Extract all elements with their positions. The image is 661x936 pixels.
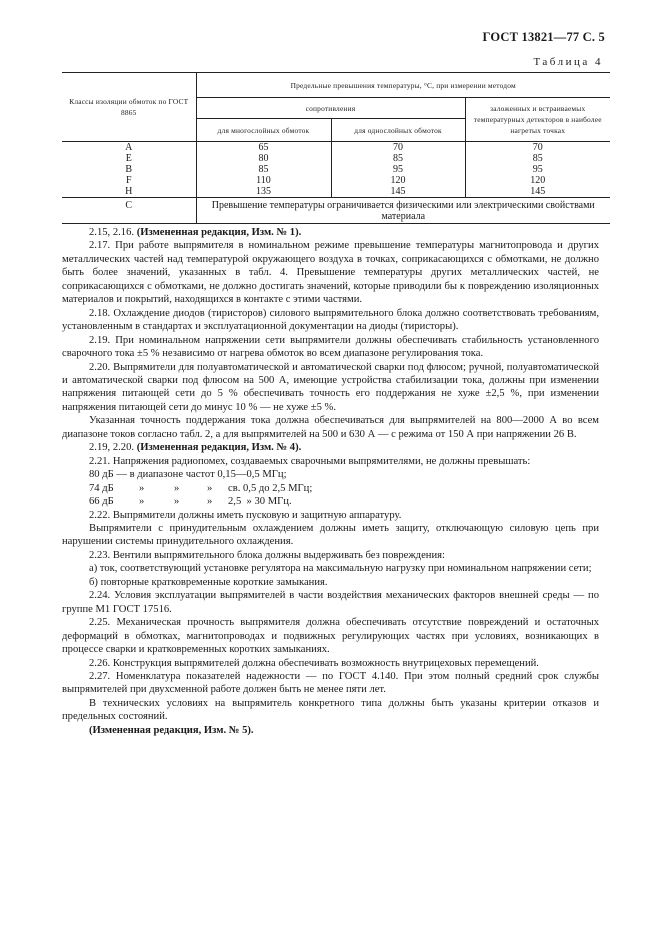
paragraph-2-23: 2.23. Вентили выпрямительного блока должны выдерживать без повреждения: [89,549,445,561]
table-row: C Превышение температуры ограничивается физическими или электрическими свойствами материала [62,198,610,224]
limit-line-1: 80 дБ — в диапазоне частот 0,15—0,5 МГц; [89,469,287,481]
page-header: ГОСТ 13821—77 С. 5 [482,30,605,44]
document-body [62,226,599,737]
paragraph-2-19: 2.19. При номинальном напряжении сети выпрямители должны обеспечивать стабильность установленного сварочного тока ±5 % независимо от нагрева обмоток во всем диапазоне регулирования тока. [62,334,599,360]
table-caption: Таблица 4 [533,56,603,68]
paragraph-2-17: 2.17. При работе выпрямителя в номинальном режиме превышение температуры магнитопровода и других металлических частей над температурой окружающего воздуха в точках, соприкасающихся с обмотками, не должно быть более значений, указанных в табл. 4. Превышение температуры других металлических частей, не соприкасающихся с обмотками, не должно достигать значений, которые приводили бы к повреждению изоляционных материалов и покрытий, находящихся в контакте с этими частями. [62,240,599,306]
paragraph-2-20: 2.20. Выпрямители для полуавтоматической и автоматической сварки под флюсом; ручной, полуавтоматической и автоматической сварки под флюсом на 500 А, имеющие устройства стабилизации тока, должны при изменении напряжения питающей сети до 5 % обеспечивать точность его поддержания не хуже ±2,5 %, при изменении напряжения питающей сети до минус 10 % — не хуже ±5 %. [62,361,599,413]
paragraph-2-19-edit: 2.19, 2.20. (Измененная редакция, Изм. № 4). [89,442,302,454]
paragraph-2-24: 2.24. Условия эксплуатации выпрямителей в части воздействия механических факторов внешней среды — по группе М1 ГОСТ 17516. [62,590,599,615]
paragraph-2-23-b: б) повторные кратковременные короткие замыкания. [89,576,328,588]
header-detectors: заложенных и встраиваемых температурных детекторов в наиболее нагретых точках [465,98,610,142]
paragraph-2-26: 2.26. Конструкция выпрямителей должна обеспечивать возможность внутрицеховых перемещений. [89,657,539,669]
limit-line-3: 66 дБ » » » 2,5 » 30 МГц. [89,496,292,508]
header-multilayer: для многослойных обмоток [196,119,331,142]
table-row: E 80 85 85 [62,153,610,164]
paragraph-2-27-criteria: В технических условиях на выпрямитель конкретного типа должны быть указаны критерии отказов и предельных состояний. [62,697,599,723]
paragraph-2-25: 2.25. Механическая прочность выпрямителя должна обеспечивать отсутствие повреждений и остаточных деформаций в обмотках, магнитопроводах и подвижных регулирующих частях при условиях, возникающих в процессе сварки и кратковременных коротких замыканиях. [62,617,599,656]
paragraph-edit-5: (Измененная редакция, Изм. № 5). [89,724,254,736]
paragraph-2-23-a: а) ток, соответствующий установке регулятора на максимальную нагрузку при номинальном напряжении сети; [89,563,592,575]
paragraph-2-18: 2.18. Охлаждение диодов (тиристоров) силового выпрямительного блока должно соответствовать требованиям, установленным в стандартах и эксплуатационной документации на диоды (тиристоры). [62,307,599,333]
paragraph-2-15: 2.15, 2.16. (Измененная редакция, Изм. № 1). [89,227,302,238]
header-class: Классы изоляции обмоток по ГОСТ 8865 [62,73,196,142]
table-row: F 110 120 120 [62,175,610,186]
header-limit: Предельные превышения температуры, °С, при измерении методом [196,73,610,98]
limit-line-2: 74 дБ » » » св. 0,5 до 2,5 МГц; [89,482,313,494]
paragraph-2-22-cooling: Выпрямители с принудительным охлаждением должны иметь защиту, отключающую силовую цепь при нарушении системы принудительного охлаждения. [62,522,599,548]
table-row: A 65 70 70 [62,142,610,154]
header-singlelayer: для однослойных обмоток [331,119,465,142]
paragraph-2-20-note: Указанная точность поддержания тока должна обеспечиваться для выпрямителей на 800—2000 А во всем диапазоне токов согласно табл. 2, а для выпрямителей на 500 и 630 А — с режима от 150 А при напряжении 26 В. [62,415,599,440]
table-row: B 85 95 95 [62,164,610,175]
table-row: H 135 145 145 [62,186,610,198]
temperature-table [62,72,610,224]
header-resistance: сопротивления [196,98,465,119]
paragraph-2-21: 2.21. Напряжения радиопомех, создаваемых сварочными выпрямителями, не должны превышать: [89,455,531,467]
paragraph-2-27: 2.27. Номенклатура показателей надежности — по ГОСТ 4.140. При этом полный средний срок службы выпрямителей при двухсменной работе должен быть не менее пяти лет. [62,670,599,696]
paragraph-2-22: 2.22. Выпрямители должны иметь пусковую и защитную аппаратуру. [89,509,402,521]
